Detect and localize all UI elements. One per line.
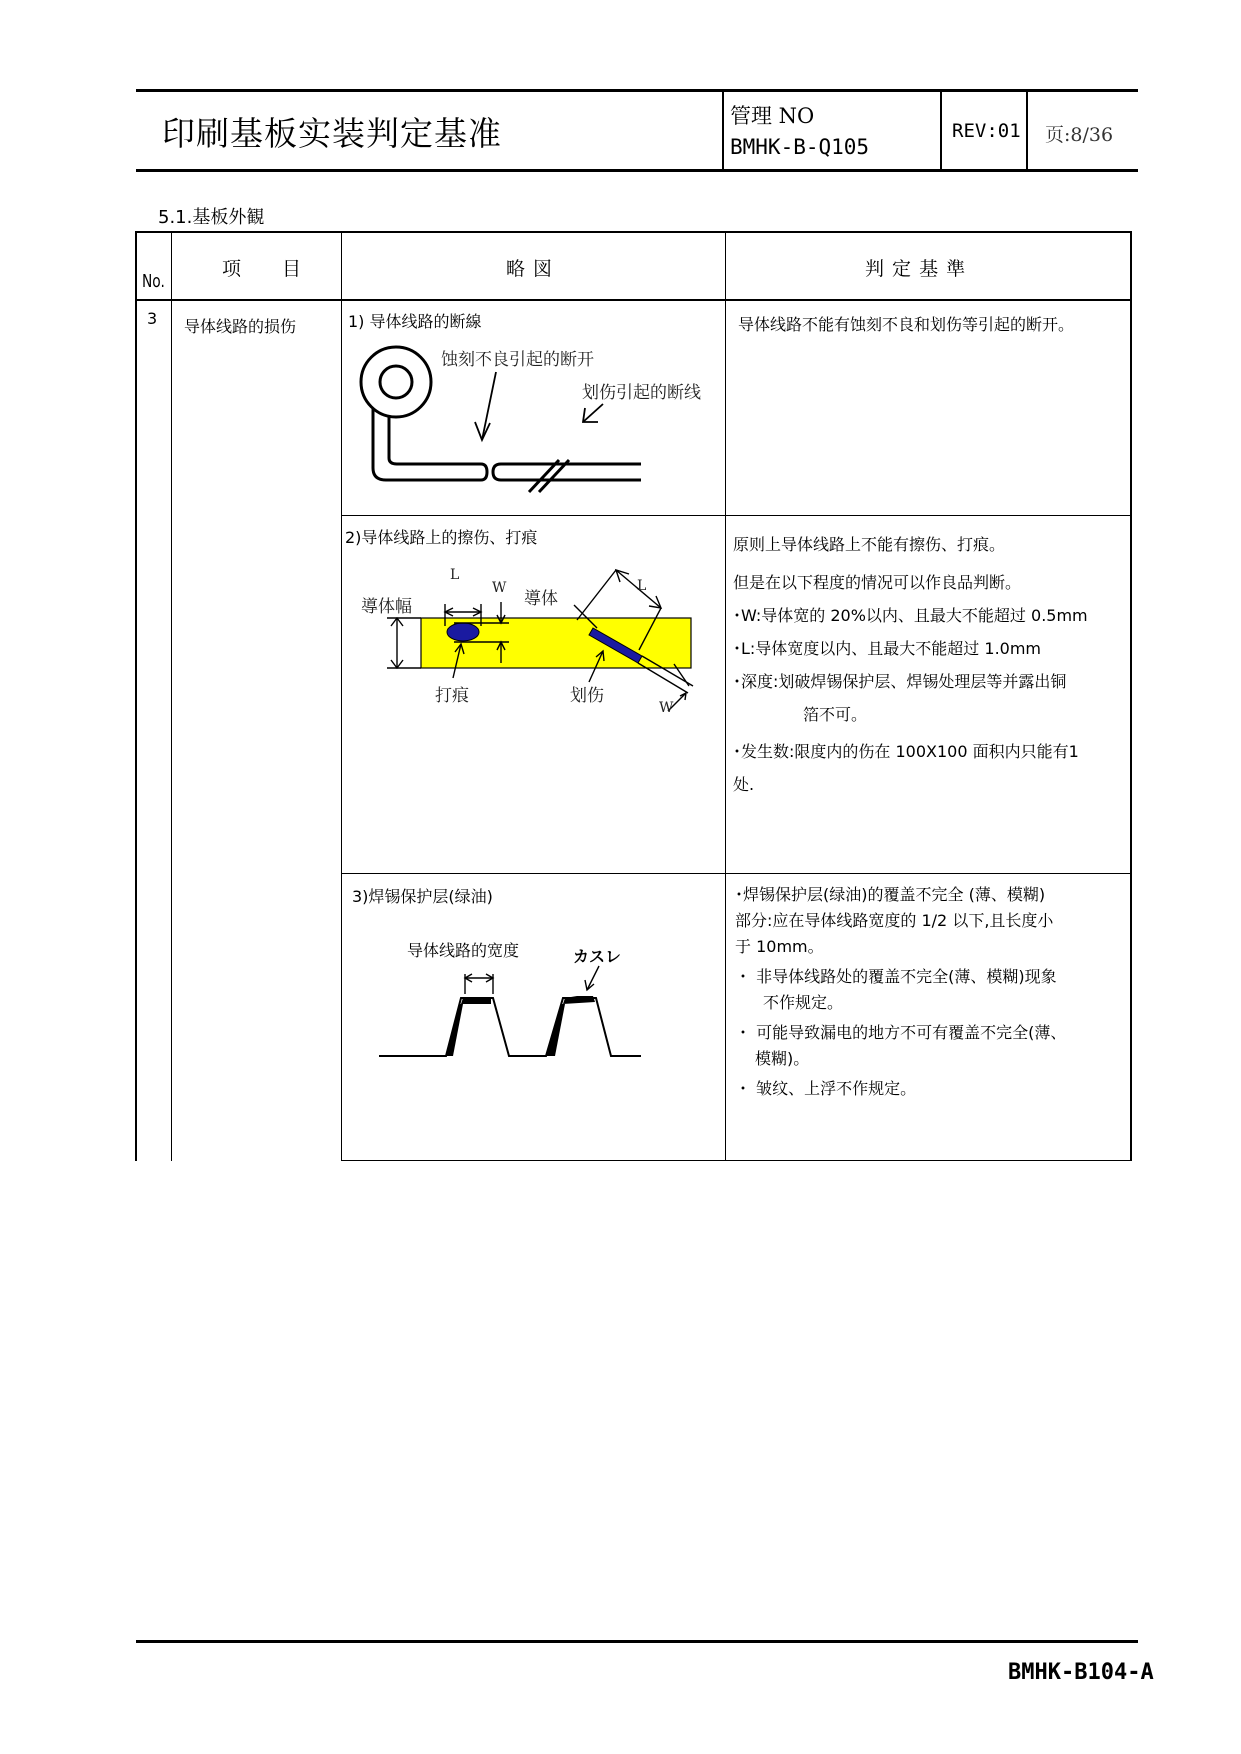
footer-border bbox=[136, 1640, 1138, 1643]
criteria-line: 导体线路不能有蚀刻不良和划伤等引起的断开。 bbox=[738, 315, 1075, 334]
row-item-name: 导体线路的损伤 bbox=[184, 317, 297, 336]
criteria-line: 但是在以下程度的情况可以作良品判断。 bbox=[733, 573, 1022, 592]
table-border bbox=[341, 1160, 1132, 1161]
sub1-criteria bbox=[738, 312, 1074, 338]
criteria-line: ･深度:划破焊锡保护层、焊锡处理层等并露出铜 bbox=[733, 672, 1067, 691]
sub2-criteria bbox=[733, 528, 1088, 801]
table-border bbox=[341, 515, 1132, 516]
fig-label-conductor-width: 導体幅 bbox=[361, 597, 412, 617]
fig-label-L1: L bbox=[450, 567, 460, 583]
column-header-item: 项 目 bbox=[222, 258, 303, 280]
section-title: 5.1.基板外観 bbox=[158, 207, 265, 228]
table-border bbox=[1130, 231, 1132, 1161]
header-divider bbox=[940, 90, 942, 171]
table-border bbox=[171, 231, 172, 1161]
sub2-title: 2)导体线路上的擦伤、打痕 bbox=[345, 528, 538, 547]
criteria-line: ･W:导体宽的 20%以内、且最大不能超过 0.5mm bbox=[733, 606, 1088, 625]
table-border bbox=[341, 873, 1132, 874]
fig-label-conductor: 導体 bbox=[524, 589, 558, 609]
criteria-line: ･焊锡保护层(绿油)的覆盖不完全 (薄、模糊) bbox=[735, 885, 1046, 904]
management-number: BMHK-B-Q105 bbox=[730, 135, 870, 159]
page-number: 页:8/36 bbox=[1045, 124, 1114, 146]
criteria-line: ･L:导体宽度以内、且最大不能超过 1.0mm bbox=[733, 639, 1042, 658]
trace-break-diagram bbox=[341, 330, 725, 515]
header-bottom-border bbox=[136, 169, 1138, 172]
criteria-line: 模糊)。 bbox=[755, 1049, 810, 1068]
criteria-line: 箔不可。 bbox=[803, 705, 868, 724]
criteria-line: ・ 皱纹、上浮不作规定。 bbox=[735, 1079, 917, 1098]
management-label: 管理 NO bbox=[730, 104, 815, 128]
criteria-line: 于 10mm。 bbox=[735, 937, 824, 956]
header-divider bbox=[722, 90, 724, 171]
fig-label-W1: W bbox=[492, 580, 507, 596]
criteria-line: 不作规定。 bbox=[763, 993, 844, 1012]
header-divider bbox=[1026, 90, 1028, 171]
sub1-title: 1) 导体线路的断線 bbox=[348, 312, 482, 331]
table-border bbox=[725, 231, 726, 1161]
criteria-line: ・ 可能导致漏电的地方不可有覆盖不完全(薄、 bbox=[735, 1023, 1067, 1042]
fig-label-kasure: カスレ bbox=[573, 947, 622, 966]
criteria-line: ・ 非导体线路处的覆盖不完全(薄、模糊)现象 bbox=[735, 967, 1057, 986]
column-header-criteria: 判 定 基 準 bbox=[865, 258, 967, 280]
header-top-border bbox=[136, 89, 1138, 92]
fig-label-scratch-break: 划伤引起的断线 bbox=[582, 383, 701, 403]
fig-label-trace-width: 导体线路的宽度 bbox=[407, 941, 520, 960]
sub3-criteria bbox=[735, 882, 1066, 1102]
footer-form-code: BMHK-B104-A bbox=[1008, 1660, 1154, 1685]
fig-label-L2: L bbox=[637, 578, 647, 594]
criteria-line: 原则上导体线路上不能有擦伤、打痕。 bbox=[733, 535, 1006, 554]
table-border bbox=[136, 299, 1132, 301]
fig-label-etch-break: 蚀刻不良引起的断开 bbox=[441, 350, 594, 370]
document-title: 印刷基板实装判定基准 bbox=[162, 114, 502, 153]
column-header-no: No. bbox=[142, 271, 165, 292]
fig-label-scratch: 划伤 bbox=[570, 686, 604, 706]
solder-resist-diagram bbox=[341, 960, 725, 1070]
criteria-line: ･发生数:限度内的伤在 100X100 面积内只能有1 bbox=[733, 742, 1079, 761]
fig-label-dent: 打痕 bbox=[435, 686, 469, 706]
row-number: 3 bbox=[147, 309, 158, 328]
fig-label-W2: W bbox=[659, 700, 674, 716]
table-border bbox=[135, 231, 137, 1161]
criteria-line: 部分:应在导体线路宽度的 1/2 以下,且长度小 bbox=[735, 911, 1054, 930]
column-header-sketch: 略 図 bbox=[506, 258, 554, 280]
revision: REV:01 bbox=[952, 120, 1021, 142]
criteria-line: 处. bbox=[733, 775, 755, 794]
sub3-title: 3)焊锡保护层(绿油) bbox=[352, 887, 493, 906]
table-border bbox=[136, 231, 1132, 233]
